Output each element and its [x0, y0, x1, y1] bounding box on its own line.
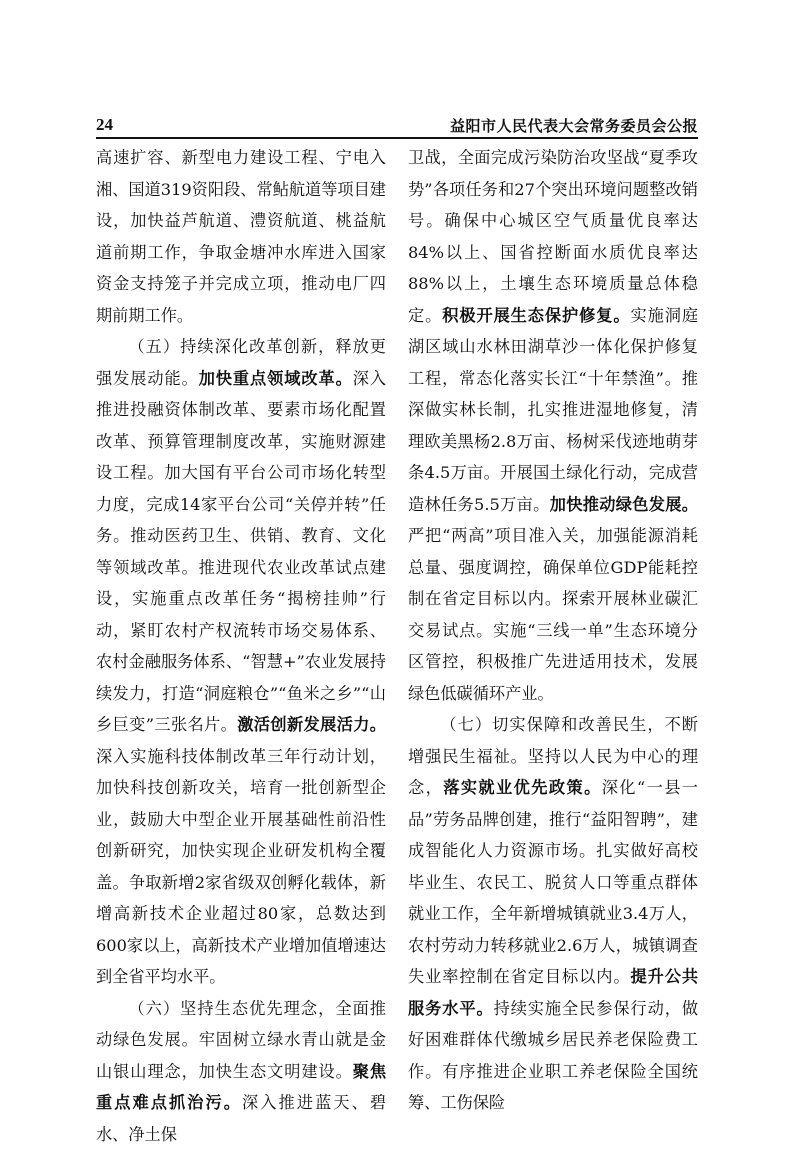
paragraph: [96, 331, 386, 993]
bold-phrase: 聚焦重点难点抓治污。: [96, 1062, 386, 1113]
section-heading: （五）持续深化改革创新，释放更强发展动能。: [96, 337, 386, 388]
paragraph: [96, 142, 386, 331]
bold-phrase: 落实就业优先政策。: [443, 778, 601, 797]
bold-phrase: 提升公共服务水平。: [408, 967, 698, 1018]
bold-phrase: 加快重点领域改革。: [199, 369, 353, 388]
section-heading: （七）切实保障和改善民生，不断增强民生福祉。: [408, 715, 698, 766]
text-run: 持续实施全民参保行动，做好困难群体代缴城乡居民养老保险费工作。有序推进企业职工养老保险全国统筹、工伤保险: [408, 999, 698, 1113]
text-run: 深入实施科技体制改革三年行动计划，加快科技创新攻关，培育一批创新型企业，鼓励大中型企业开展基础性前沿性创新研究，加快实现企业研发机构全覆盖。争取新增2家省级双创孵化载体，新增高新技术企业超过80家，总数达到600家以上，高新技术产业增加值增速达到全省平均水平。: [96, 747, 386, 987]
text-run: 牢固树立绿水青山就是金山银山理念，加快生态文明建设。: [96, 1030, 386, 1081]
bold-phrase: 加快推动绿色发展。: [550, 495, 698, 514]
header-rule: [96, 137, 698, 139]
bold-phrase: 激活创新发展活力。: [237, 715, 386, 734]
text-run: 实施洞庭湖区域山水林田湖草沙一体化保护修复工程，常态化落实长江“十年禁渔”。推深做实林长制，扎实推进湿地修复，清理欧美黑杨2.8万亩、杨树采伐迹地萌芽条4.5万亩。开展国土绿化行动，完成营造林任务5.5万亩。: [408, 306, 698, 514]
page-number: 24: [96, 115, 113, 135]
paragraph: [408, 142, 698, 709]
text-run: 深入推进蓝天、碧水、净土保: [96, 1093, 386, 1144]
text-run: 坚持以人民为中心的理念，: [408, 747, 698, 798]
paragraph: [408, 709, 698, 1119]
text-run: 严把“两高”项目准入关，加强能源消耗总量、强度调控，确保单位GDP能耗控制在省定目标以内。探索开展林业碳汇交易试点。实施“三线一单”生态环境分区管控，积极推广先进适用技术，发展绿色低碳循环产业。: [408, 526, 698, 703]
text-run: 深入推进投融资体制改革、要素市场化配置改革、预算管理制度改革，实施财源建设工程。加大国有平台公司市场化转型力度，完成14家平台公司“关停并转”任务。推动医药卫生、供销、教育、文化等领域改革。推进现代农业改革试点建设，实施重点改革任务“揭榜挂帅”行动，紧盯农村产权流转市场交易体系、农村金融服务体系、“智慧+”农业发展持续发力，打造“洞庭粮仓”“鱼米之乡”“山乡巨变”三张名片。: [96, 369, 386, 735]
left-column: [96, 142, 386, 1150]
page-header: [96, 111, 698, 137]
text-run: 卫战，全面完成污染防治攻坚战“夏季攻势”各项任务和27个突出环境问题整改销号。确保中心城区空气质量优良率达84%以上、国省控断面水质优良率达88%以上，土壤生态环境质量总体稳定。: [408, 148, 698, 325]
right-column: [408, 142, 698, 1119]
journal-title: 益阳市人民代表大会常务委员会公报: [450, 115, 698, 136]
text-run: 深化“一县一品”劳务品牌创建，推行“益阳智聘”，建成智能化人力资源市场。扎实做好高校毕业生、农民工、脱贫人口等重点群体就业工作，全年新增城镇就业3.4万人，农村劳动力转移就业2.6万人，城镇调查失业率控制在省定目标以内。: [408, 778, 698, 986]
paragraph: [96, 993, 386, 1150]
section-heading: （六）坚持生态优先理念，全面推动绿色发展。: [96, 999, 386, 1050]
bold-phrase: 积极开展生态保护修复。: [442, 306, 630, 325]
text-run: 高速扩容、新型电力建设工程、宁电入湘、国道319资阳段、常鲇航道等项目建设，加快益芦航道、澧资航道、桃益航道前期工作，争取金塘冲水库进入国家资金支持笼子并完成立项，推动电厂四期前期工作。: [96, 148, 386, 325]
